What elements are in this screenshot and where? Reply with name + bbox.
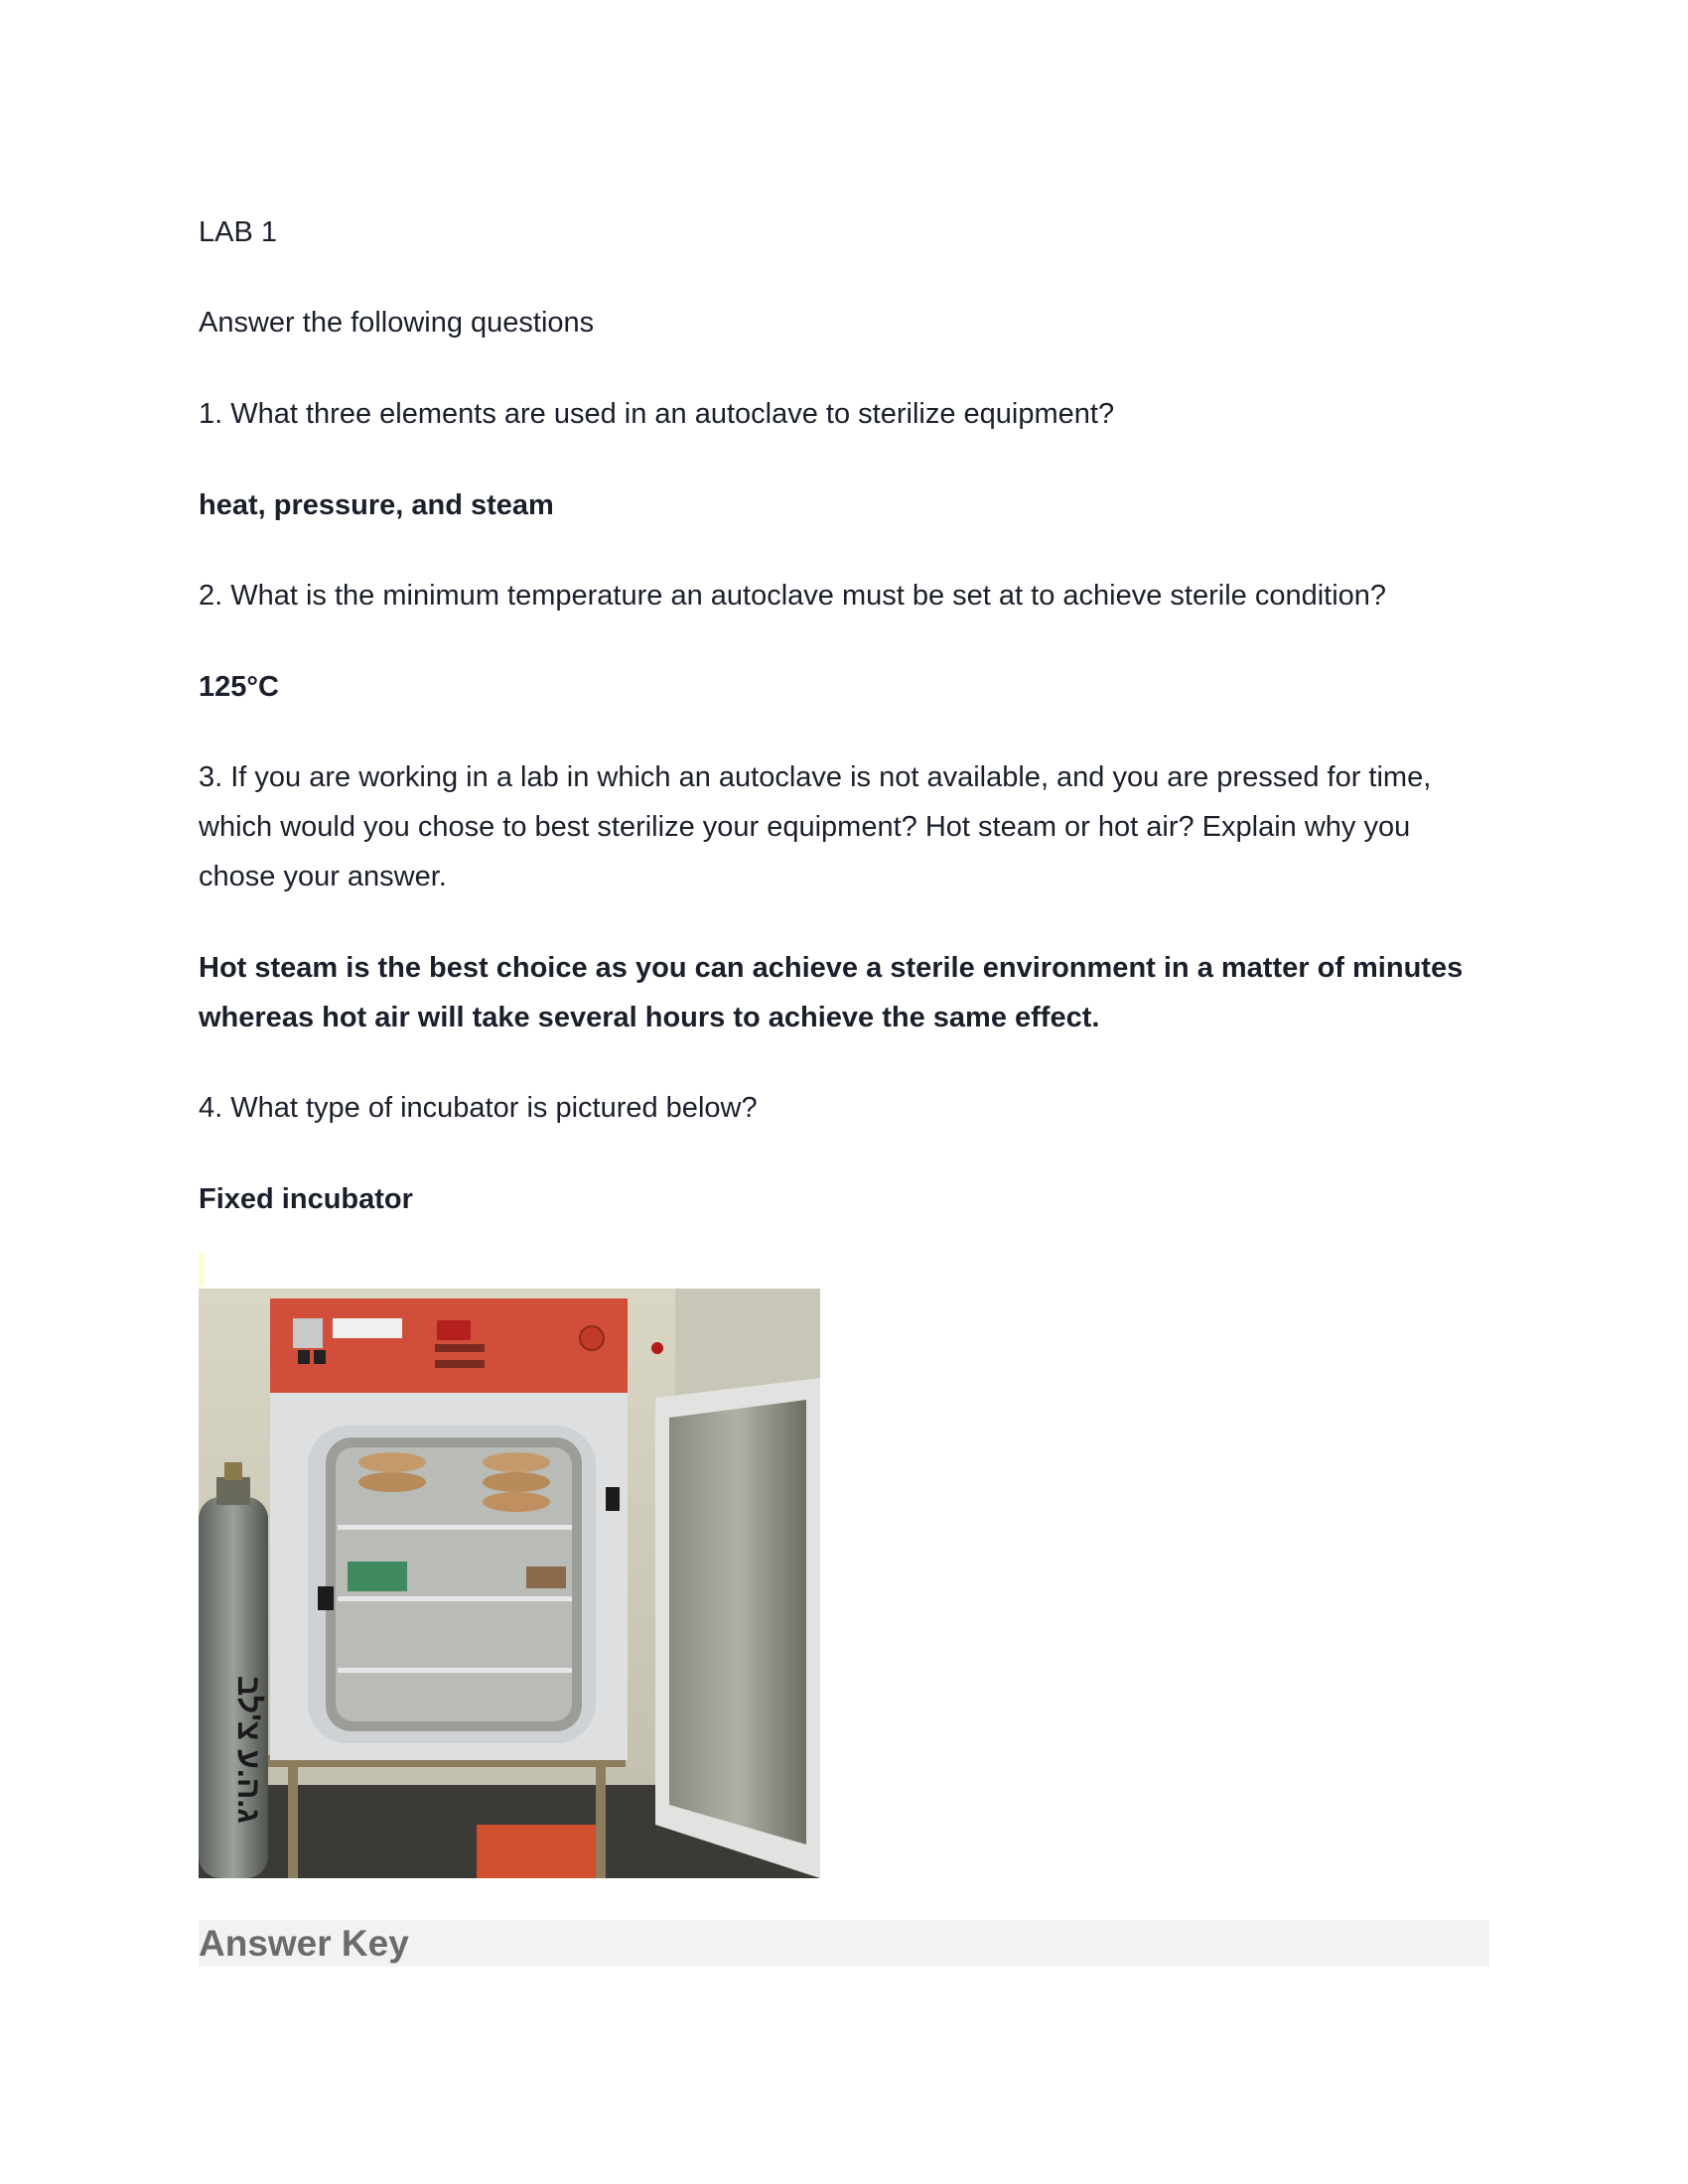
instructions: Answer the following questions: [199, 307, 595, 339]
question-2: 2. What is the minimum temperature an autoclave must be set at to achieve sterile condition?: [199, 580, 1387, 612]
answer-1: heat, pressure, and steam: [199, 489, 554, 521]
question-4: 4. What type of incubator is pictured below?: [199, 1092, 758, 1124]
text-cursor-highlight: [199, 1253, 205, 1287]
answer-key-heading: Answer Key: [199, 1920, 1489, 1967]
answer-2: 125°C: [199, 671, 279, 703]
svg-text:ג.ה.ע צ'לב: ג.ה.ע צ'לב: [231, 1676, 267, 1824]
question-3: 3. If you are working in a lab in which an autoclave is not available, and you are pressed for time, which would you chose to best sterilize your equipment? Hot steam or hot air? Explain why you chose your answer.: [199, 761, 1432, 892]
question-1: 1. What three elements are used in an autoclave to sterilize equipment?: [199, 398, 1115, 430]
answer-4: Fixed incubator: [199, 1183, 413, 1215]
incubator-photo: [199, 1289, 820, 1878]
answer-3: Hot steam is the best choice as you can achieve a sterile environment in a matter of minutes whereas hot air will take several hours to achieve the same effect.: [199, 952, 1464, 1033]
page-title: LAB 1: [199, 216, 277, 248]
